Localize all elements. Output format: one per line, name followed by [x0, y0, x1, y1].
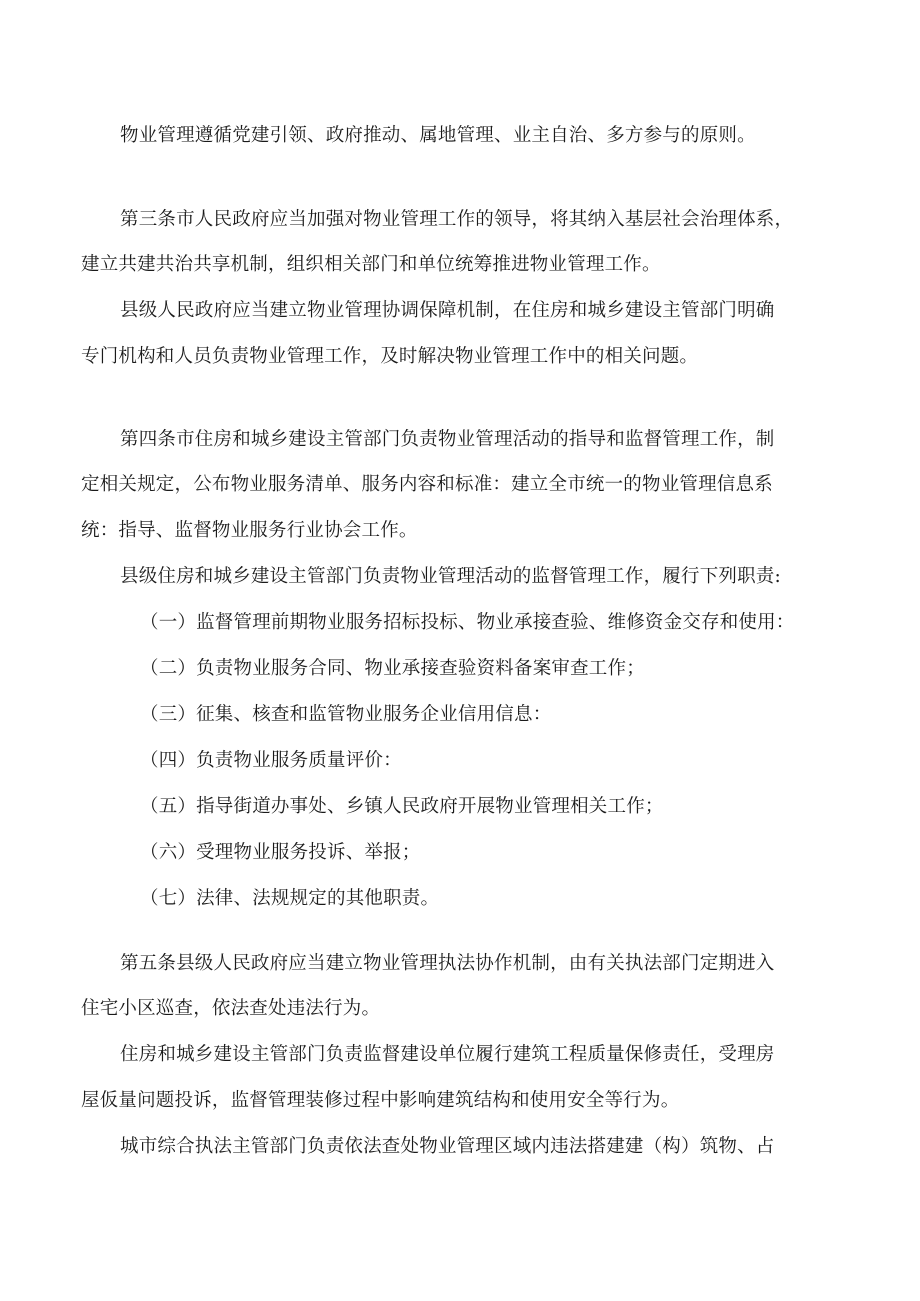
text-line: 专门机构和人员负责物业管理工作，及时解决物业管理工作中的相关问题。 [81, 346, 699, 367]
text-line: 第五条县级人民政府应当建立物业管理执法协作机制，由有关执法部门定期进入 [120, 953, 775, 974]
text-line: 统：指导、监督物业服务行业协会工作。 [81, 520, 418, 541]
list-item: （七）法律、法规规定的其他职责。 [140, 888, 440, 909]
text-line: 物业管理遵循党建引领、政府推动、属地管理、业主自治、多方参与的原则。 [120, 125, 756, 146]
text-line: 屋仮量问题投诉，监督管理装修过程中影响建筑结构和使用安全等行为。 [81, 1090, 680, 1111]
list-item: （一）监督管理前期物业服务招标投标、物业承接查验、维修资金交存和使用： [140, 612, 795, 633]
text-line: 城市综合执法主管部门负责依法查处物业管理区域内违法搭建建（构）筑物、占 [120, 1136, 775, 1157]
list-item: （二）负责物业服务合同、物业承接查验资料备案审查工作； [140, 658, 645, 679]
list-item: （五）指导街道办事处、乡镇人民政府开展物业管理相关工作； [140, 796, 664, 817]
list-item: （六）受理物业服务投诉、举报； [140, 842, 421, 863]
text-line: 第三条市人民政府应当加强对物业管理工作的领导，将其纳入基层社会治理体系， [120, 209, 794, 230]
text-line: 第四条市住房和城乡建设主管部门负责物业管理活动的指导和监督管理工作，制 [120, 429, 775, 450]
text-line: 县级住房和城乡建设主管部门负责物业管理活动的监督管理工作，履行下列职责: [120, 566, 781, 587]
text-line: 住房和城乡建设主管部门负责监督建设单位履行建筑工程质量保修责任，受理房 [120, 1044, 775, 1065]
text-line: 定相关规定，公布物业服务清单、服务内容和标准：建立全市统一的物业管理信息系 [81, 474, 773, 495]
text-line: 县级人民政府应当建立物业管理协调保障机制，在住房和城乡建设主管部门明确 [120, 300, 775, 321]
list-item: （四）负责物业服务质量评价： [140, 750, 402, 771]
list-item: （三）征集、核查和监管物业服务企业信用信息： [140, 704, 552, 725]
text-line: 住宅小区巡查，依法查处违法行为。 [81, 998, 381, 1019]
text-line: 建立共建共治共享机制，组织相关部门和单位统筹推进物业管理工作。 [81, 254, 661, 275]
